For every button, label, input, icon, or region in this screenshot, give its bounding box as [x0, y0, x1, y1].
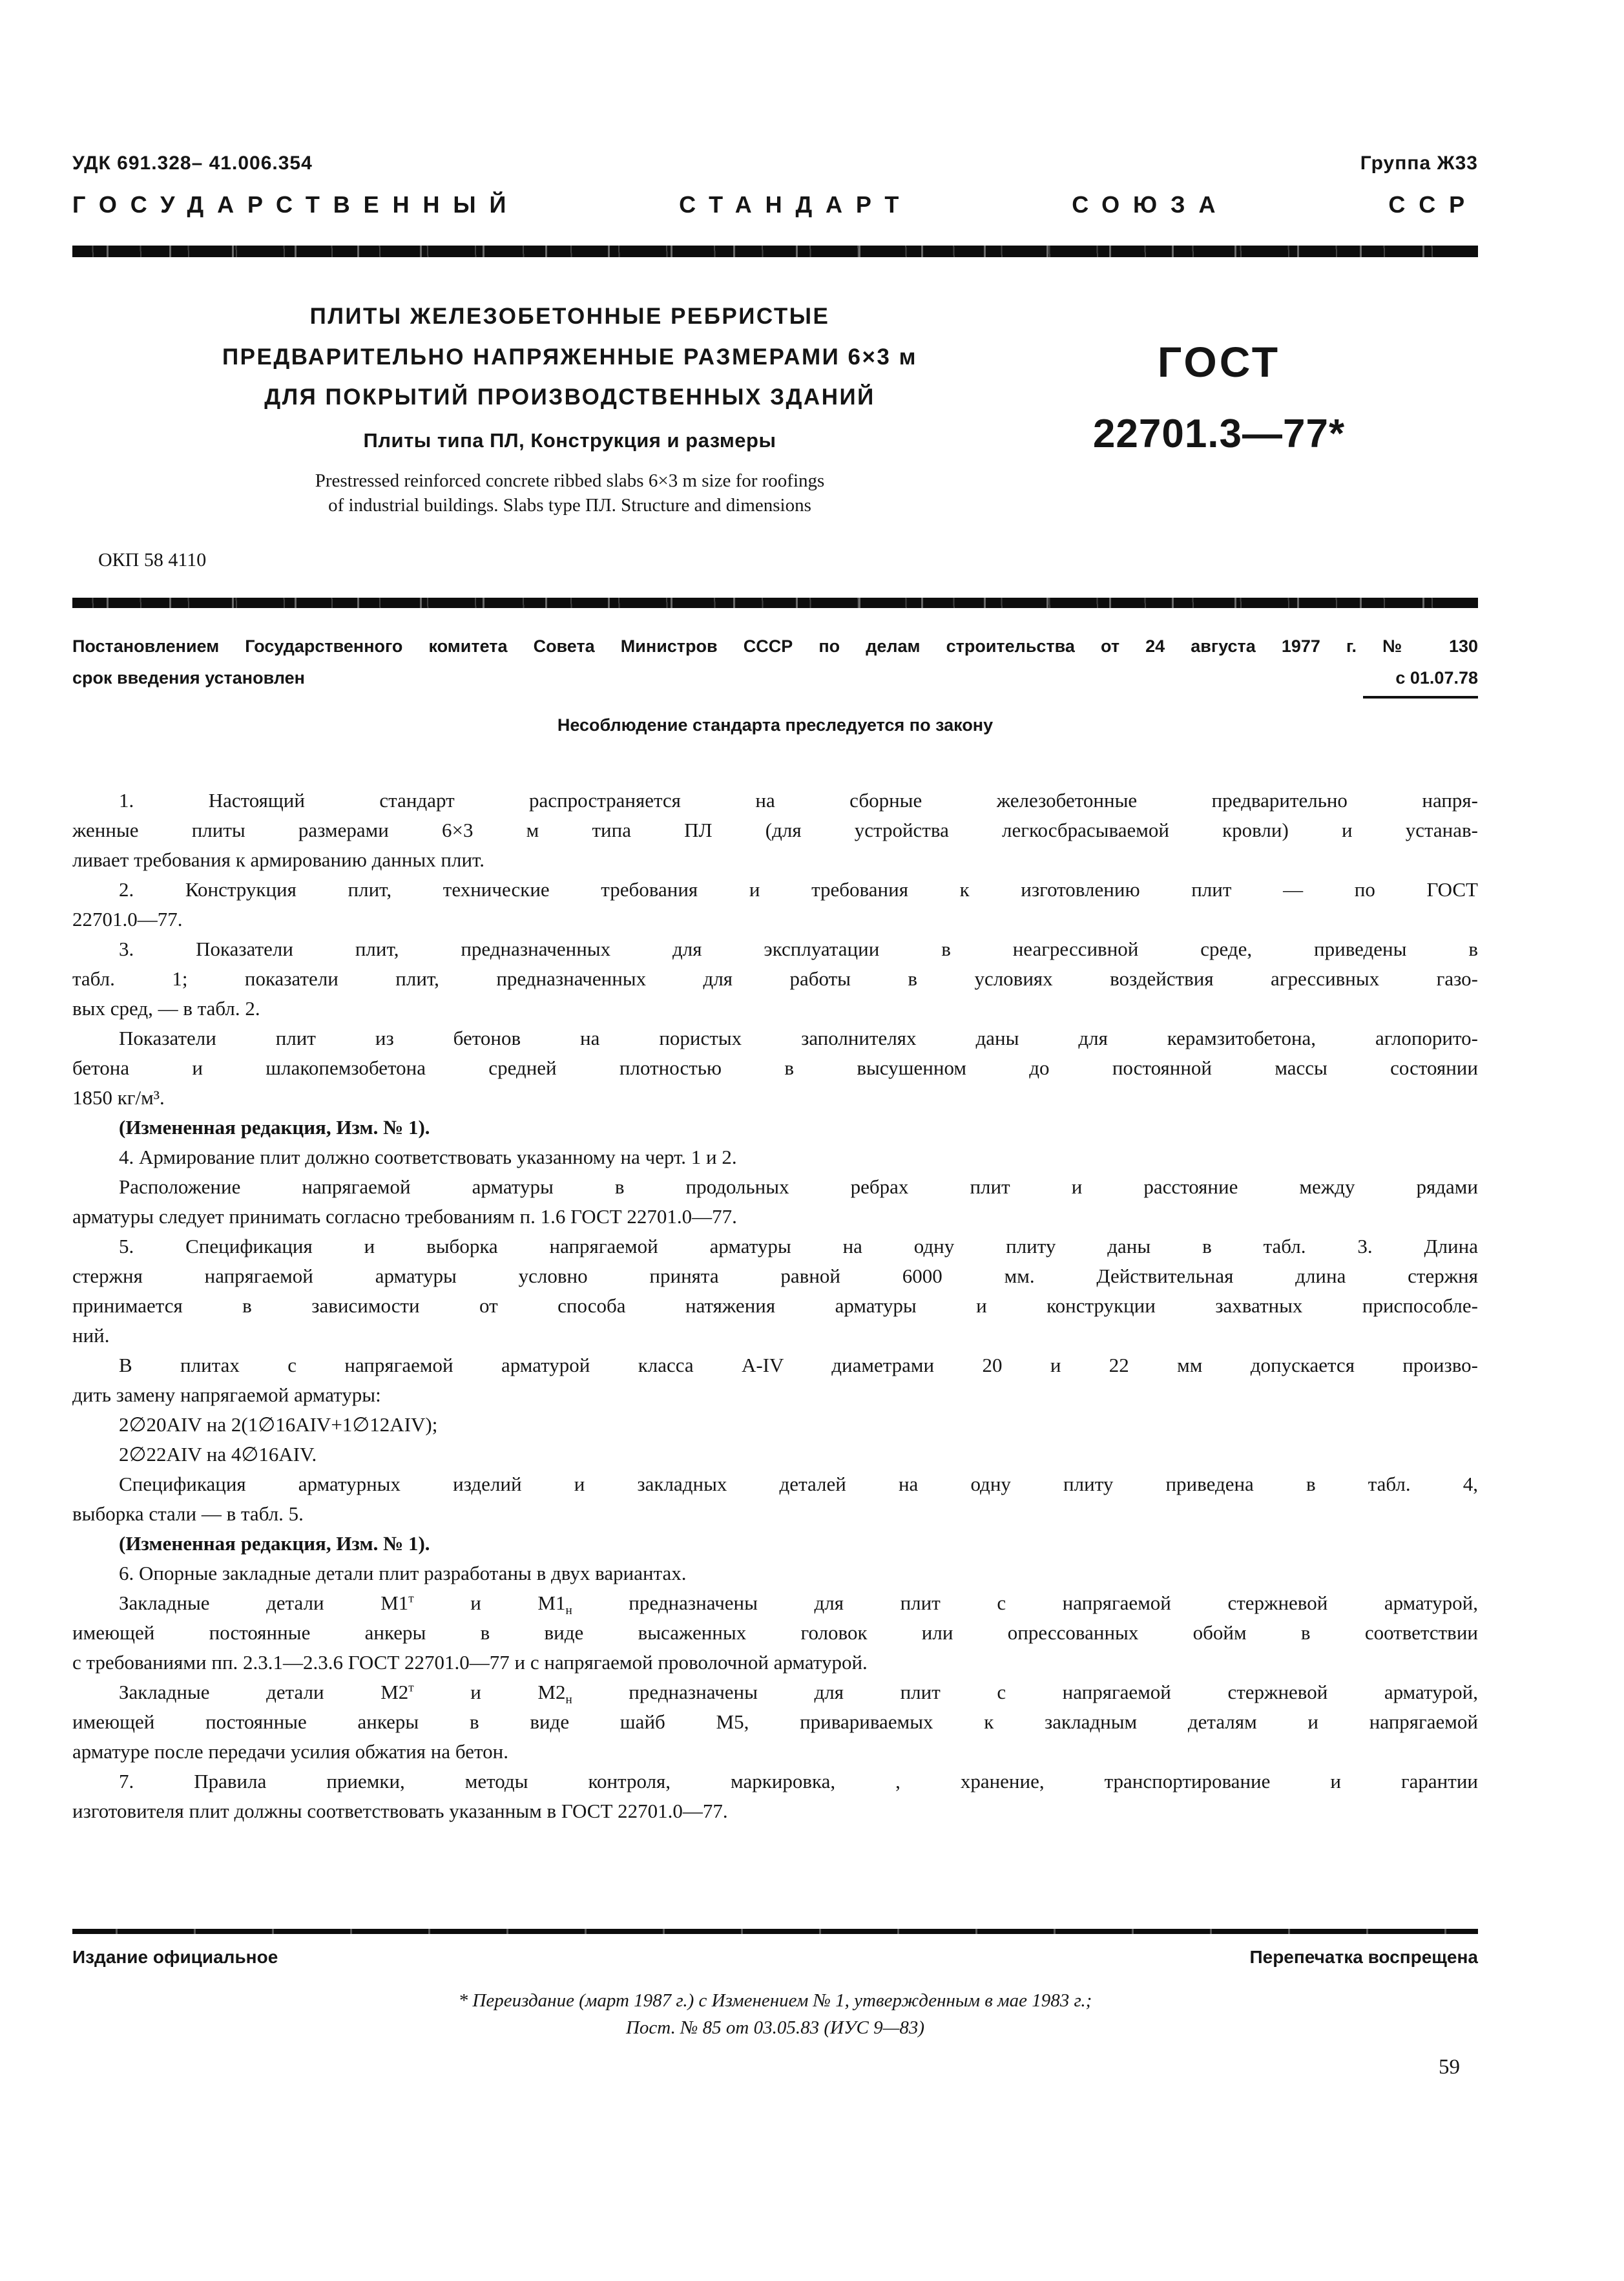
- body-line: Закладные детали $М1^т$ и $М1_н$ предназначены для плит с напрягаемой стержневой арматурой,: [119, 1592, 1478, 1618]
- doc-title-english-line-2: of industrial buildings. Slabs type ПЛ. Structure and dimensions: [328, 495, 811, 516]
- body-line: выборка стали — в табл. 5.: [72, 1502, 304, 1525]
- body-paragraph: [72, 1588, 1478, 1677]
- identifier-row: [72, 152, 1478, 174]
- reprint-note-line-1: * Переиздание (март 1987 г.) с Изменением № 1, утвержденным в мае 1983 г.;: [458, 1990, 1092, 2011]
- decree-line-2: [72, 668, 1478, 688]
- body-line: (Измененная редакция, Изм. № 1).: [119, 1116, 430, 1139]
- heading-word: ГОСУДАРСТВЕННЫЙ: [72, 191, 520, 218]
- doc-title-line-1: ПЛИТЫ ЖЕЛЕЗОБЕТОННЫЕ РЕБРИСТЫЕ: [309, 304, 830, 329]
- body-line: 4. Армирование плит должно соответствовать указанному на черт. 1 и 2.: [119, 1146, 737, 1168]
- body-line: 5. Спецификация и выборка напрягаемой арматуры на одну плиту даны в табл. 3. Длина: [119, 1235, 1478, 1257]
- body-line: имеющей постоянные анкеры в виде высаженных головок или опрессованных обойм в соответствии: [72, 1621, 1478, 1644]
- effective-date-underline: [1363, 696, 1478, 699]
- body-line: (Измененная редакция, Изм. № 1).: [119, 1532, 430, 1555]
- reprint-note-line-2: Пост. № 85 от 03.05.83 (ИУС 9—83): [625, 2017, 925, 2038]
- body-paragraph: [72, 786, 1478, 875]
- body-line: В плитах с напрягаемой арматурой класса А-IV диаметрами 20 и 22 мм допускается произво-: [119, 1354, 1478, 1376]
- body-line: Расположение напрягаемой арматуры в продольных ребрах плит и расстояние между рядами: [119, 1175, 1478, 1198]
- decree-line-1: Постановлением Государственного комитета Совета Министров СССР по делам строительства от 24 августа 1977 г. № 130: [72, 636, 1478, 656]
- body-paragraph: [72, 1469, 1478, 1529]
- body-line: бетона и шлакопемзобетона средней плотностью в высушенном до постоянной массы состоянии: [72, 1056, 1478, 1079]
- body-paragraph: [72, 1529, 1478, 1559]
- body-line: дить замену напрягаемой арматуры:: [72, 1383, 381, 1406]
- body-paragraph: [72, 1142, 1478, 1172]
- heading-word: СОЮЗА: [1072, 191, 1229, 218]
- separator-rule: [72, 598, 1478, 608]
- body-line: ливает требования к армированию данных плит.: [72, 848, 485, 871]
- content-column: [72, 0, 1478, 1826]
- body-line: Показатели плит из бетонов на пористых заполнителях даны для керамзитобетона, аглопорито-: [119, 1027, 1478, 1049]
- body-line: 7. Правила приемки, методы контроля, маркировка, , хранение, транспортирование и гарантии: [119, 1770, 1478, 1792]
- body-line: 1. Настоящий стандарт распространяется на сборные железобетонные предварительно напря-: [119, 789, 1478, 812]
- doc-title-line-3: ДЛЯ ПОКРЫТИЙ ПРОИЗВОДСТВЕННЫХ ЗДАНИЙ: [264, 384, 875, 410]
- body-line: Спецификация арматурных изделий и закладных деталей на одну плиту приведена в табл. 4,: [119, 1473, 1478, 1495]
- page-number: 59: [1439, 2055, 1460, 2079]
- body-paragraph: [72, 1351, 1478, 1410]
- doc-title-english-line-1: Prestressed reinforced concrete ribbed slabs 6×3 m size for roofings: [315, 470, 825, 491]
- body-line: имеющей постоянные анкеры в виде шайб М5, привариваемых к закладным деталям и напрягаемой: [72, 1710, 1478, 1733]
- udk-number: УДК 691.328– 41.006.354: [72, 152, 313, 174]
- body-line: изготовителя плит должны соответствовать указанным в ГОСТ 22701.0—77.: [72, 1800, 728, 1822]
- decree-effective-label: срок введения установлен: [72, 668, 305, 688]
- body-paragraph: [72, 1559, 1478, 1588]
- official-edition-label: Издание официальное: [72, 1947, 278, 1967]
- body-line: арматуры следует принимать согласно требованиям п. 1.6 ГОСТ 22701.0—77.: [72, 1205, 737, 1228]
- decree-effective-date: с 01.07.78: [1395, 668, 1478, 688]
- reprint-prohibited-label: Перепечатка воспрещена: [1249, 1947, 1478, 1967]
- body-paragraph: [72, 1024, 1478, 1113]
- footer: [72, 1929, 1478, 2079]
- body-line: табл. 1; показатели плит, предназначенных для работы в условиях воздействия агрессивных газо-: [72, 967, 1478, 990]
- footer-rule: [72, 1929, 1478, 1934]
- body-paragraph: [72, 1677, 1478, 1767]
- body-line: Закладные детали $М2^т$ и $М2_н$ предназначены для плит с напрягаемой стержневой арматурой,: [119, 1681, 1478, 1707]
- heading-word: СТАНДАРТ: [679, 191, 913, 218]
- body-paragraph: [72, 1172, 1478, 1232]
- heading-word: ССР: [1388, 191, 1478, 218]
- gost-number: 22701.3—77*: [1092, 412, 1346, 456]
- body-line: 22701.0—77.: [72, 908, 183, 930]
- body-line: 2∅20AIV на 2(1∅16AIV+1∅12AIV);: [119, 1413, 438, 1436]
- body-line: 2. Конструкция плит, технические требования и требования к изготовлению плит — по ГОСТ: [119, 878, 1478, 901]
- okp-code: ОКП 58 4110: [98, 549, 207, 571]
- doc-title-line-2: ПРЕДВАРИТЕЛЬНО НАПРЯЖЕННЫЕ РАЗМЕРАМИ 6×3 м: [222, 344, 918, 370]
- body-paragraph: [72, 934, 1478, 1024]
- reprint-note: [72, 1987, 1478, 2041]
- body-line: 2∅22AIV на 4∅16AIV.: [119, 1443, 317, 1466]
- body-paragraph: [72, 1440, 1478, 1469]
- body-line: вых сред, — в табл. 2.: [72, 997, 260, 1020]
- body-line: ний.: [72, 1324, 110, 1347]
- state-standard-heading: [72, 191, 1478, 218]
- header-rule: [72, 246, 1478, 257]
- body: [72, 786, 1478, 1826]
- body-paragraph: [72, 1410, 1478, 1440]
- body-line: стержня напрягаемой арматуры условно принята равной 6000 мм. Действительная длина стержня: [72, 1265, 1478, 1287]
- title-block: [72, 257, 1478, 598]
- body-line: 6. Опорные закладные детали плит разработаны в двух вариантах.: [119, 1562, 687, 1584]
- body-line: принимается в зависимости от способа натяжения арматуры и конструкции захватных приспособле-: [72, 1294, 1478, 1317]
- footer-labels: [72, 1947, 1478, 1968]
- group-label: Группа Ж33: [1360, 152, 1478, 174]
- body-line: 1850 кг/м³.: [72, 1086, 165, 1109]
- body-paragraph: [72, 1232, 1478, 1351]
- doc-subtitle: Плиты типа ПЛ, Конструкция и размеры: [363, 429, 776, 452]
- body-paragraph: [72, 1113, 1478, 1142]
- body-line: 3. Показатели плит, предназначенных для эксплуатации в неагрессивной среде, приведены в: [119, 938, 1478, 960]
- body-paragraph: [72, 875, 1478, 934]
- body-paragraph: [72, 1767, 1478, 1826]
- gost-label: ГОСТ: [1157, 338, 1281, 386]
- body-line: женные плиты размерами 6×3 м типа ПЛ (для устройства легкосбрасываемой кровли) и устанав-: [72, 819, 1478, 841]
- body-line: с требованиями пп. 2.3.1—2.3.6 ГОСТ 22701.0—77 и с напрягаемой проволочной арматурой.: [72, 1651, 868, 1674]
- decree-block: [72, 636, 1478, 699]
- law-notice: Несоблюдение стандарта преследуется по закону: [557, 715, 994, 735]
- body-line: арматуре после передачи усилия обжатия на бетон.: [72, 1740, 508, 1763]
